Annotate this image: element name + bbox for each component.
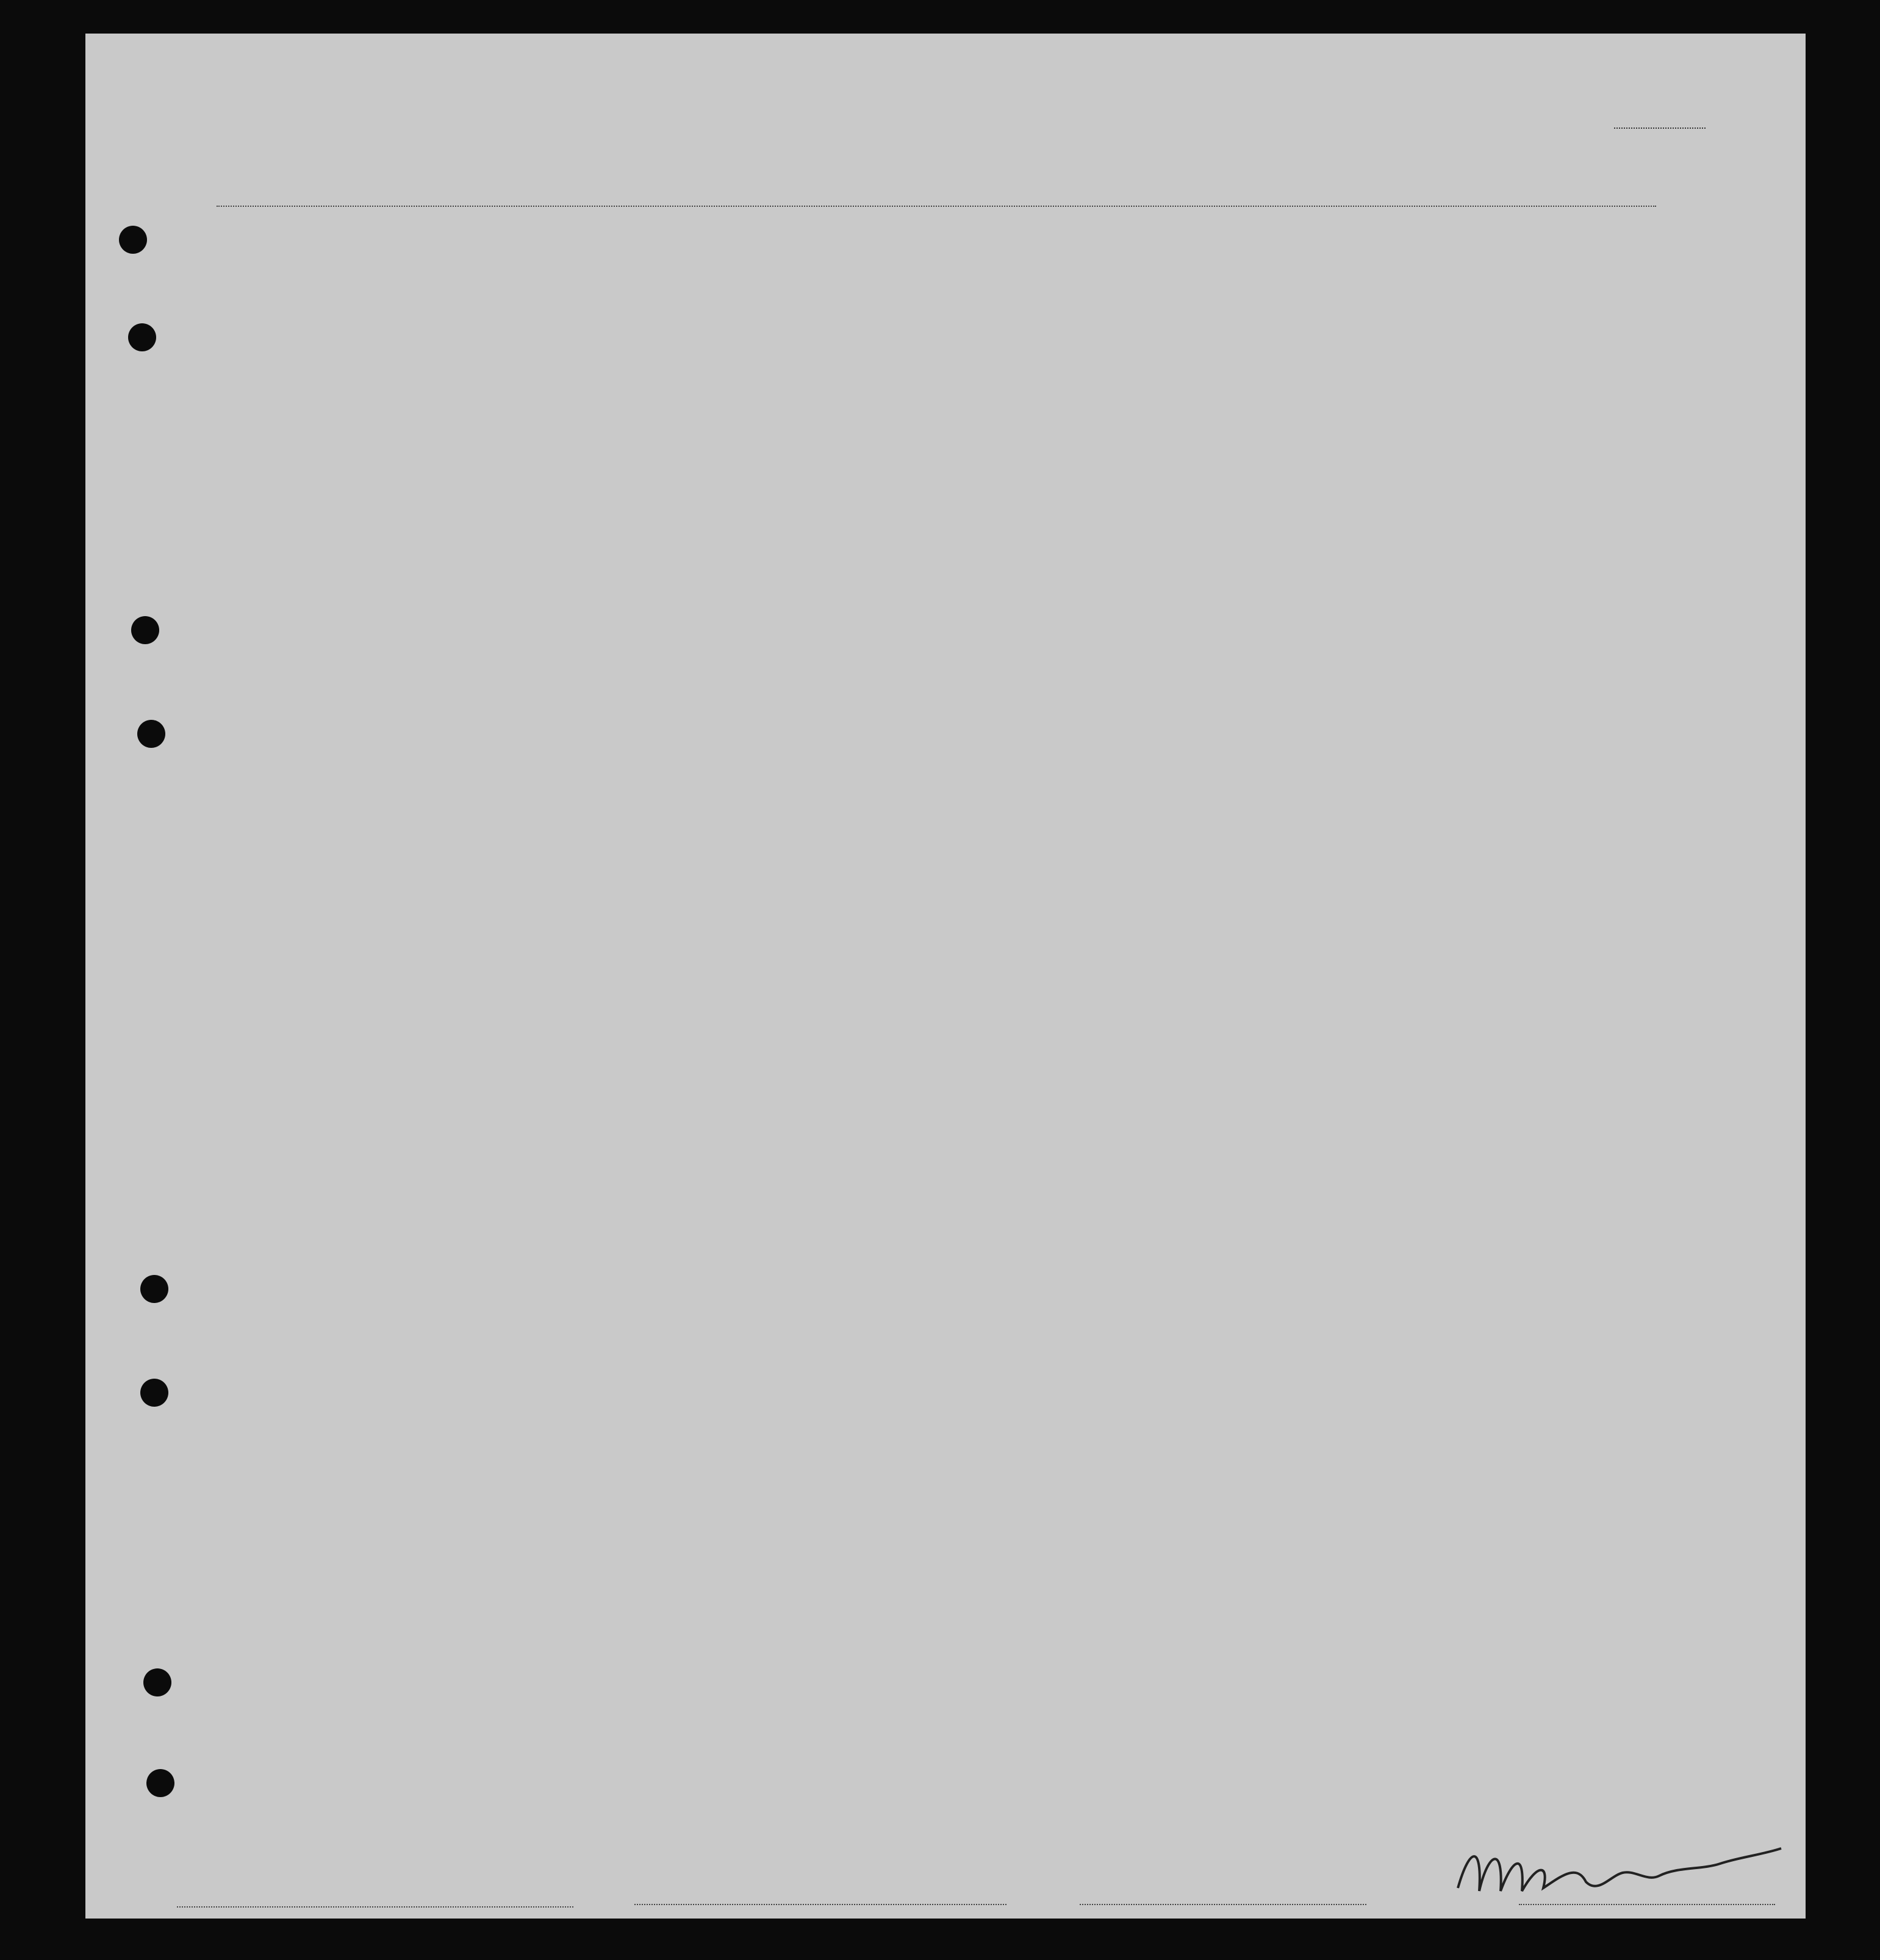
officer-signature [1446, 1839, 1787, 1906]
owners-underline [634, 1904, 1006, 1905]
punch-hole [119, 226, 147, 254]
punch-hole [137, 720, 165, 748]
agents-underline [1080, 1904, 1366, 1905]
line-underline [177, 1906, 573, 1908]
punch-hole [140, 1275, 168, 1303]
manifest-grid [85, 34, 1806, 1919]
punch-hole [131, 616, 159, 644]
punch-hole [128, 323, 156, 351]
punch-hole [143, 1668, 171, 1696]
punch-hole [140, 1379, 168, 1407]
punch-hole [146, 1769, 174, 1797]
manifest-sheet [85, 34, 1806, 1919]
